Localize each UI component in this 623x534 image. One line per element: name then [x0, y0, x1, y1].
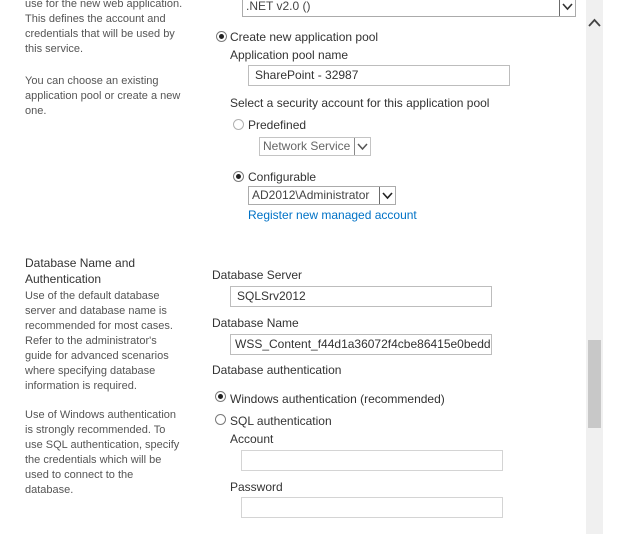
- top-dropdown-value: .NET v2.0 (): [246, 0, 311, 13]
- windows-auth-label: Windows authentication (recommended): [230, 392, 445, 406]
- desc-line: Refer to the administrator's: [25, 335, 157, 347]
- account-label: Account: [230, 432, 274, 446]
- database-name-value: WSS_Content_f44d1a36072f4cbe86415e0bedd: [235, 337, 491, 351]
- sql-auth-radio[interactable]: [215, 414, 226, 425]
- security-account-prompt: Select a security account for this application pool: [230, 96, 490, 110]
- desc-line: You can choose an existing: [25, 75, 159, 87]
- desc-line: information is required.: [25, 380, 137, 392]
- title-line: Authentication: [25, 272, 102, 286]
- desc-line: Use of the default database: [25, 290, 160, 302]
- chevron-down-icon: [560, 0, 575, 16]
- predefined-value: Network Service: [263, 139, 351, 153]
- configurable-value: AD2012\Administrator: [252, 188, 370, 202]
- scroll-up-button[interactable]: [586, 15, 603, 31]
- predefined-dropdown[interactable]: [259, 137, 371, 156]
- pool-name-value: SharePoint - 32987: [255, 68, 359, 82]
- title-line: Database Name and: [25, 256, 136, 270]
- window-edge: [603, 0, 623, 534]
- predefined-label: Predefined: [248, 118, 307, 132]
- database-name-input[interactable]: [230, 334, 492, 355]
- desc-line: recommended for most cases.: [25, 320, 173, 332]
- configurable-label: Configurable: [248, 170, 317, 184]
- predefined-dropdown-button[interactable]: [354, 137, 371, 156]
- pool-name-input[interactable]: [248, 65, 510, 86]
- desc-line: credentials that will be used by: [25, 28, 175, 40]
- desc-line: use for the new web application.: [25, 0, 183, 10]
- windows-auth-radio[interactable]: [215, 391, 226, 402]
- desc-line: this service.: [25, 43, 84, 55]
- desc-line: used to connect to the: [25, 469, 134, 481]
- desc-line: This defines the account and: [25, 13, 166, 25]
- database-auth-label: Database authentication: [212, 363, 342, 377]
- configurable-dropdown-button[interactable]: [379, 186, 396, 205]
- pool-description-choice: [25, 74, 180, 119]
- register-managed-account-link[interactable]: Register new managed account: [248, 208, 417, 222]
- top-dropdown-button[interactable]: [559, 0, 576, 17]
- account-input[interactable]: [241, 450, 503, 471]
- database-name-label: Database Name: [212, 316, 299, 330]
- chevron-down-icon: [355, 138, 370, 155]
- pool-name-label: Application pool name: [230, 48, 349, 62]
- create-new-pool-label: Create new application pool: [230, 30, 379, 44]
- desc-line: guide for advanced scenarios: [25, 350, 169, 362]
- desc-line: server and database name is: [25, 305, 167, 317]
- pool-description: [25, 0, 182, 57]
- scrollbar-thumb[interactable]: [588, 340, 601, 428]
- top-dropdown[interactable]: [242, 0, 576, 17]
- auth-description: [25, 408, 179, 498]
- desc-line: database.: [25, 484, 74, 496]
- database-server-input[interactable]: [230, 286, 492, 307]
- desc-line: Use of Windows authentication: [25, 409, 177, 421]
- chevron-up-icon: [586, 15, 603, 31]
- database-description: [25, 289, 173, 394]
- create-new-pool-radio[interactable]: [216, 31, 227, 42]
- password-input[interactable]: [241, 497, 503, 518]
- desc-line: the credentials which will be: [25, 454, 162, 466]
- vertical-scrollbar[interactable]: [586, 0, 603, 534]
- desc-line: application pool or create a new: [25, 90, 181, 102]
- configurable-radio[interactable]: [233, 171, 244, 182]
- desc-line: is strongly recommended. To: [25, 424, 166, 436]
- database-server-label: Database Server: [212, 268, 303, 282]
- database-section-title: [25, 255, 135, 287]
- sql-auth-label: SQL authentication: [230, 414, 332, 428]
- desc-line: one.: [25, 105, 47, 117]
- database-server-value: SQLSrv2012: [237, 289, 306, 303]
- password-label: Password: [230, 480, 283, 494]
- chevron-down-icon: [380, 187, 395, 204]
- predefined-radio[interactable]: [233, 119, 244, 130]
- desc-line: use SQL authentication, specify: [25, 439, 180, 451]
- desc-line: where specifying database: [25, 365, 156, 377]
- configurable-dropdown[interactable]: [248, 186, 396, 205]
